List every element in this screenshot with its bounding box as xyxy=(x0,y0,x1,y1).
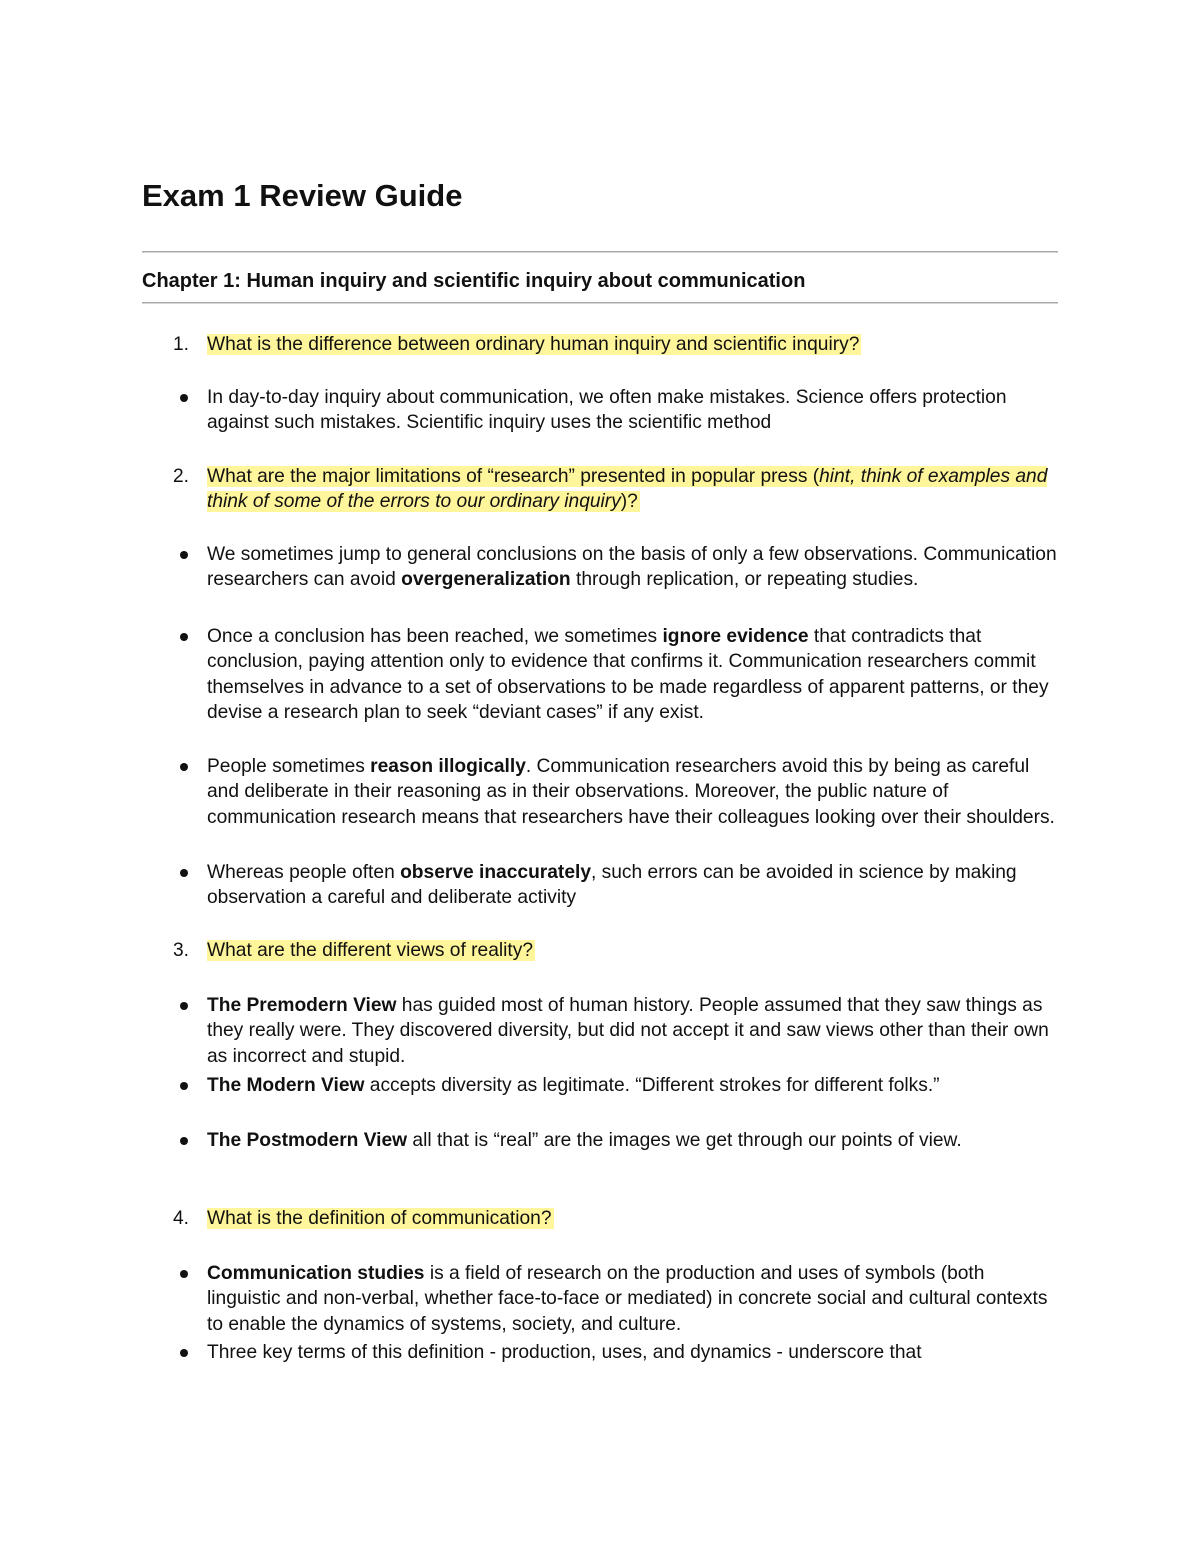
divider-bottom xyxy=(142,302,1058,304)
bullet-text: The Postmodern View all that is “real” are the images we get through our points of view. xyxy=(207,1130,962,1151)
bullet-text: Three key terms of this definition - production, uses, and dynamics - underscore that xyxy=(207,1342,922,1363)
chapter-heading: Chapter 1: Human inquiry and scientific inquiry about communication xyxy=(142,270,806,292)
answer-bullet xyxy=(207,1128,1057,1153)
question-3 xyxy=(173,938,1057,963)
key-term: Communication studies xyxy=(207,1263,425,1284)
bullet-text: The Premodern View has guided most of human history. People assumed that they saw things as they really were. They discovered diversity, but did not accept it and saw views other than their own as incorrect and stupid. xyxy=(207,995,1049,1067)
bullet-text: In day-to-day inquiry about communication, we often make mistakes. Science offers protection against such mistakes. Scientific inquiry uses the scientific method xyxy=(207,387,1007,434)
key-term: reason illogically xyxy=(370,756,526,777)
answer-bullet xyxy=(207,542,1057,593)
question-1 xyxy=(173,332,1057,357)
bullet-icon xyxy=(180,633,188,641)
question-number: 1. xyxy=(173,334,190,355)
answer-bullet xyxy=(207,385,1057,436)
bullet-text: Communication studies is a field of research on the production and uses of symbols (both linguistic and non-verbal, whether face-to-face or mediated) in concrete social and cultural contexts to enable the dynamics of systems, society, and culture. xyxy=(207,1263,1048,1335)
key-term: observe inaccurately xyxy=(400,862,591,883)
answer-bullet xyxy=(207,993,1057,1069)
bullet-text: Once a conclusion has been reached, we sometimes ignore evidence that contradicts that conclusion, paying attention only to evidence that confirms it. Communication researchers commit themselves in advance to a set of observations to be made regardless of apparent patterns, or they devise a research plan to seek “deviant cases” if any exist. xyxy=(207,626,1049,724)
key-term: The Postmodern View xyxy=(207,1130,408,1151)
bullet-icon xyxy=(180,1137,188,1145)
bullet-icon xyxy=(180,763,188,771)
question-text: What are the different views of reality? xyxy=(207,940,533,961)
question-text: What is the definition of communication? xyxy=(207,1208,552,1229)
key-term: overgeneralization xyxy=(401,569,571,591)
answer-bullet xyxy=(207,1261,1057,1337)
question-text: What are the major limitations of “research” presented in popular press (hint, think of examples and think of some of the errors to our ordinary inquiry)? xyxy=(207,466,1048,513)
bullet-text: We sometimes jump to general conclusions on the basis of only a few observations. Communication researchers can avoid overgeneralization through replication, or repeating studies. xyxy=(207,544,1057,591)
bullet-text: People sometimes reason illogically. Communication researchers avoid this by being as careful and deliberate in their reasoning as in their observations. Moreover, the public nature of communication research means that researchers have their colleagues looking over their shoulders. xyxy=(207,756,1055,828)
question-4 xyxy=(173,1206,1057,1231)
bullet-icon xyxy=(180,1082,188,1090)
key-term: ignore evidence xyxy=(662,626,809,647)
bullet-icon xyxy=(180,394,188,402)
answer-bullet xyxy=(207,860,1057,911)
document-title: Exam 1 Review Guide xyxy=(142,178,463,213)
divider-top xyxy=(142,251,1058,253)
answer-bullet xyxy=(207,1073,1057,1098)
key-term: The Modern View xyxy=(207,1075,365,1096)
bullet-icon xyxy=(180,1349,188,1357)
bullet-icon xyxy=(180,869,188,877)
answer-bullet xyxy=(207,1340,1057,1365)
answer-bullet xyxy=(207,754,1057,830)
bullet-icon xyxy=(180,551,188,559)
bullet-text: The Modern View accepts diversity as legitimate. “Different strokes for different folks.” xyxy=(207,1075,940,1096)
bullet-icon xyxy=(180,1270,188,1278)
answer-bullet xyxy=(207,624,1057,726)
question-2 xyxy=(173,464,1057,515)
bullet-text: Whereas people often observe inaccurately, such errors can be avoided in science by making observation a careful and deliberate activity xyxy=(207,862,1017,909)
bullet-icon xyxy=(180,1002,188,1010)
question-text: What is the difference between ordinary human inquiry and scientific inquiry? xyxy=(207,334,860,355)
question-number: 2. xyxy=(173,466,190,487)
key-term: The Premodern View xyxy=(207,995,397,1016)
question-number: 4. xyxy=(173,1208,190,1229)
question-number: 3. xyxy=(173,940,190,961)
